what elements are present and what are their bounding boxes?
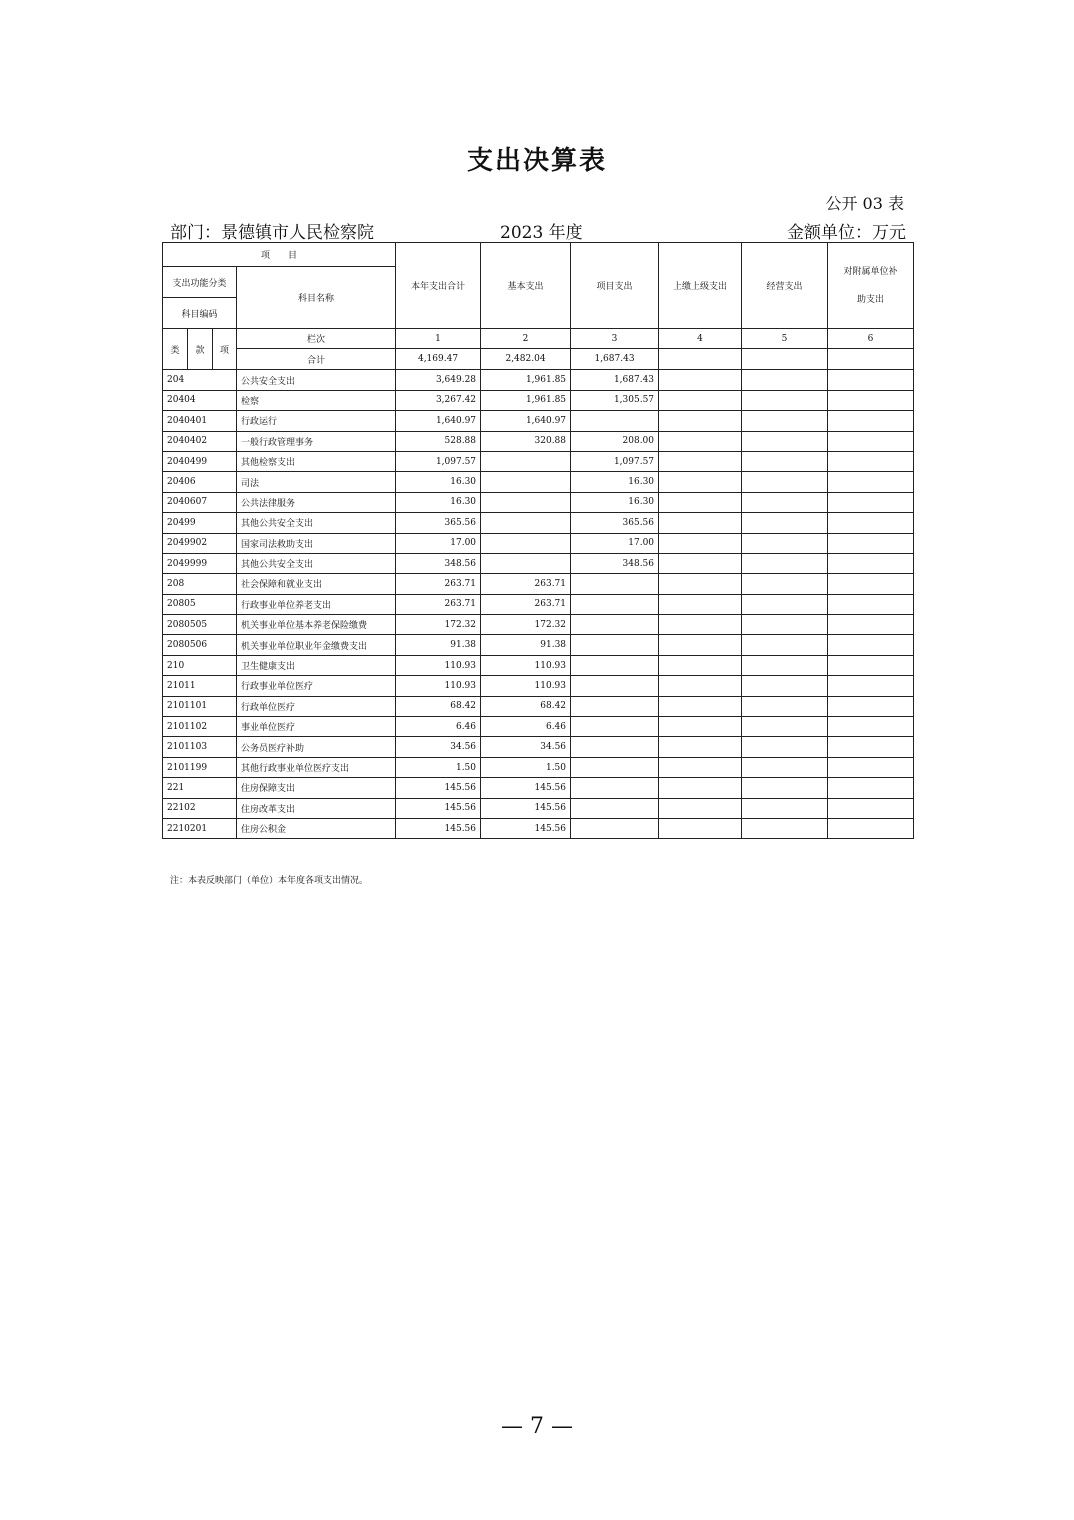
row-code: 210 bbox=[163, 655, 237, 675]
row-c6 bbox=[828, 635, 914, 655]
row-code: 20406 bbox=[163, 472, 237, 492]
row-c2: 263.71 bbox=[481, 574, 571, 594]
row-c4 bbox=[659, 737, 742, 757]
row-c3: 16.30 bbox=[571, 472, 659, 492]
row-c3: 17.00 bbox=[571, 533, 659, 553]
row-c1: 263.71 bbox=[396, 574, 481, 594]
row-c1: 34.56 bbox=[396, 737, 481, 757]
row-code: 20805 bbox=[163, 594, 237, 614]
unit-label: 金额单位：万元 bbox=[787, 223, 906, 243]
row-c2: 145.56 bbox=[481, 778, 571, 798]
row-c3 bbox=[571, 676, 659, 696]
row-c6 bbox=[828, 411, 914, 431]
row-c2 bbox=[481, 472, 571, 492]
row-c5 bbox=[742, 778, 828, 798]
row-c5 bbox=[742, 370, 828, 390]
table-row bbox=[163, 757, 914, 777]
row-c6 bbox=[828, 533, 914, 553]
row-name: 其他公共安全支出 bbox=[237, 553, 396, 573]
row-c5 bbox=[742, 696, 828, 716]
table-note: 注：本表反映部门（单位）本年度各项支出情况。 bbox=[170, 876, 369, 886]
page-title: 支出决算表 bbox=[466, 146, 607, 176]
col-num-5: 5 bbox=[742, 329, 828, 349]
row-c6 bbox=[828, 431, 914, 451]
row-c3 bbox=[571, 594, 659, 614]
row-c1: 145.56 bbox=[396, 778, 481, 798]
row-c2: 68.42 bbox=[481, 696, 571, 716]
table-row bbox=[163, 513, 914, 533]
row-c4 bbox=[659, 390, 742, 410]
row-c2 bbox=[481, 513, 571, 533]
header-subject-code: 科目编码 bbox=[163, 298, 237, 329]
row-c5 bbox=[742, 635, 828, 655]
row-name: 一般行政管理事务 bbox=[237, 431, 396, 451]
form-code: 公开 03 表 bbox=[825, 194, 904, 213]
row-c6 bbox=[828, 574, 914, 594]
row-name: 住房公积金 bbox=[237, 818, 396, 838]
row-name: 行政运行 bbox=[237, 411, 396, 431]
col-num-3: 3 bbox=[571, 329, 659, 349]
row-c2: 1,961.85 bbox=[481, 390, 571, 410]
row-c6 bbox=[828, 757, 914, 777]
row-c5 bbox=[742, 615, 828, 635]
header-col3: 项目支出 bbox=[571, 243, 659, 329]
row-c6 bbox=[828, 737, 914, 757]
col-num-4: 4 bbox=[659, 329, 742, 349]
row-c2: 6.46 bbox=[481, 717, 571, 737]
col-num-6: 6 bbox=[828, 329, 914, 349]
table-row bbox=[163, 615, 914, 635]
row-name: 行政单位医疗 bbox=[237, 696, 396, 716]
row-c3 bbox=[571, 737, 659, 757]
row-code: 2049902 bbox=[163, 533, 237, 553]
row-c2 bbox=[481, 492, 571, 512]
row-c3: 208.00 bbox=[571, 431, 659, 451]
header-kuan: 款 bbox=[188, 329, 213, 370]
row-c6 bbox=[828, 717, 914, 737]
row-c2: 34.56 bbox=[481, 737, 571, 757]
row-name: 检察 bbox=[237, 390, 396, 410]
row-c5 bbox=[742, 594, 828, 614]
header-subject-name: 科目名称 bbox=[237, 267, 396, 329]
row-c2: 1.50 bbox=[481, 757, 571, 777]
row-c6 bbox=[828, 798, 914, 818]
row-name: 机关事业单位职业年金缴费支出 bbox=[237, 635, 396, 655]
row-c4 bbox=[659, 635, 742, 655]
row-name: 机关事业单位基本养老保险缴费 bbox=[237, 615, 396, 635]
row-c4 bbox=[659, 615, 742, 635]
table-row bbox=[163, 778, 914, 798]
row-c6 bbox=[828, 655, 914, 675]
row-c3 bbox=[571, 717, 659, 737]
row-code: 2101199 bbox=[163, 757, 237, 777]
row-c5 bbox=[742, 553, 828, 573]
table-row bbox=[163, 737, 914, 757]
total-c4 bbox=[659, 349, 742, 370]
row-c1: 172.32 bbox=[396, 615, 481, 635]
row-code: 22102 bbox=[163, 798, 237, 818]
row-c5 bbox=[742, 574, 828, 594]
table-row bbox=[163, 696, 914, 716]
row-name: 司法 bbox=[237, 472, 396, 492]
total-c2: 2,482.04 bbox=[481, 349, 571, 370]
row-c5 bbox=[742, 717, 828, 737]
row-name: 公共安全支出 bbox=[237, 370, 396, 390]
row-code: 2101103 bbox=[163, 737, 237, 757]
row-code: 2040401 bbox=[163, 411, 237, 431]
row-c1: 110.93 bbox=[396, 655, 481, 675]
table-header bbox=[163, 243, 914, 370]
table-row bbox=[163, 553, 914, 573]
row-name: 行政事业单位医疗 bbox=[237, 676, 396, 696]
page-number: — 7 — bbox=[501, 1414, 573, 1439]
row-c6 bbox=[828, 513, 914, 533]
total-label: 合计 bbox=[237, 349, 396, 370]
table-row bbox=[163, 370, 914, 390]
row-name: 行政事业单位养老支出 bbox=[237, 594, 396, 614]
row-c2: 110.93 bbox=[481, 676, 571, 696]
row-c1: 145.56 bbox=[396, 798, 481, 818]
row-code: 221 bbox=[163, 778, 237, 798]
header-col2: 基本支出 bbox=[481, 243, 571, 329]
row-code: 204 bbox=[163, 370, 237, 390]
row-name: 其他公共安全支出 bbox=[237, 513, 396, 533]
row-c3: 1,097.57 bbox=[571, 451, 659, 471]
row-c6 bbox=[828, 472, 914, 492]
row-name: 国家司法救助支出 bbox=[237, 533, 396, 553]
total-c3: 1,687.43 bbox=[571, 349, 659, 370]
row-c3 bbox=[571, 411, 659, 431]
row-c4 bbox=[659, 472, 742, 492]
row-code: 2080505 bbox=[163, 615, 237, 635]
header-xiang: 项 bbox=[213, 329, 237, 370]
total-c6 bbox=[828, 349, 914, 370]
row-c4 bbox=[659, 818, 742, 838]
row-c6 bbox=[828, 492, 914, 512]
row-c4 bbox=[659, 676, 742, 696]
header-func-class: 支出功能分类 bbox=[163, 267, 237, 298]
row-c5 bbox=[742, 431, 828, 451]
table-row bbox=[163, 431, 914, 451]
row-c4 bbox=[659, 431, 742, 451]
row-c3: 1,687.43 bbox=[571, 370, 659, 390]
row-c5 bbox=[742, 533, 828, 553]
row-c2: 110.93 bbox=[481, 655, 571, 675]
row-c5 bbox=[742, 472, 828, 492]
col-num-2: 2 bbox=[481, 329, 571, 349]
row-c1: 1,640.97 bbox=[396, 411, 481, 431]
row-name: 其他行政事业单位医疗支出 bbox=[237, 757, 396, 777]
row-c2 bbox=[481, 553, 571, 573]
row-name: 事业单位医疗 bbox=[237, 717, 396, 737]
header-col6-line2: 助支出 bbox=[857, 294, 885, 305]
row-c6 bbox=[828, 696, 914, 716]
col-num-1: 1 bbox=[396, 329, 481, 349]
row-c4 bbox=[659, 696, 742, 716]
row-c6 bbox=[828, 370, 914, 390]
row-c1: 110.93 bbox=[396, 676, 481, 696]
row-c6 bbox=[828, 676, 914, 696]
row-c3 bbox=[571, 757, 659, 777]
row-c4 bbox=[659, 717, 742, 737]
header-col5: 经营支出 bbox=[742, 243, 828, 329]
row-c3 bbox=[571, 778, 659, 798]
row-c4 bbox=[659, 778, 742, 798]
table-row bbox=[163, 451, 914, 471]
row-c5 bbox=[742, 818, 828, 838]
row-c5 bbox=[742, 492, 828, 512]
department-label: 部门：景德镇市人民检察院 bbox=[170, 223, 374, 243]
total-row bbox=[163, 349, 914, 370]
row-c3: 365.56 bbox=[571, 513, 659, 533]
row-c1: 16.30 bbox=[396, 472, 481, 492]
row-c5 bbox=[742, 798, 828, 818]
row-c3 bbox=[571, 615, 659, 635]
row-c2: 1,961.85 bbox=[481, 370, 571, 390]
row-c4 bbox=[659, 513, 742, 533]
row-c3: 348.56 bbox=[571, 553, 659, 573]
row-c2 bbox=[481, 451, 571, 471]
row-c3: 1,305.57 bbox=[571, 390, 659, 410]
table-row bbox=[163, 798, 914, 818]
row-c2: 145.56 bbox=[481, 798, 571, 818]
row-code: 2080506 bbox=[163, 635, 237, 655]
row-code: 20404 bbox=[163, 390, 237, 410]
row-c6 bbox=[828, 594, 914, 614]
row-c3 bbox=[571, 798, 659, 818]
table-row bbox=[163, 472, 914, 492]
row-c6 bbox=[828, 451, 914, 471]
year-label: 2023 年度 bbox=[500, 223, 583, 243]
row-c4 bbox=[659, 492, 742, 512]
table-body bbox=[163, 370, 914, 839]
row-c6 bbox=[828, 778, 914, 798]
row-c1: 6.46 bbox=[396, 717, 481, 737]
table-row bbox=[163, 533, 914, 553]
row-c6 bbox=[828, 553, 914, 573]
row-c5 bbox=[742, 737, 828, 757]
row-c3 bbox=[571, 818, 659, 838]
row-code: 208 bbox=[163, 574, 237, 594]
row-c1: 1,097.57 bbox=[396, 451, 481, 471]
row-c1: 3,267.42 bbox=[396, 390, 481, 410]
table-row bbox=[163, 717, 914, 737]
row-c2 bbox=[481, 533, 571, 553]
row-name: 社会保障和就业支出 bbox=[237, 574, 396, 594]
row-c1: 145.56 bbox=[396, 818, 481, 838]
row-c4 bbox=[659, 370, 742, 390]
row-c4 bbox=[659, 757, 742, 777]
row-c1: 3,649.28 bbox=[396, 370, 481, 390]
row-name: 住房保障支出 bbox=[237, 778, 396, 798]
header-item: 项 目 bbox=[163, 243, 396, 267]
row-c1: 1.50 bbox=[396, 757, 481, 777]
row-code: 21011 bbox=[163, 676, 237, 696]
row-c1: 263.71 bbox=[396, 594, 481, 614]
row-c2: 91.38 bbox=[481, 635, 571, 655]
row-code: 2101101 bbox=[163, 696, 237, 716]
row-code: 2040499 bbox=[163, 451, 237, 471]
row-c2: 320.88 bbox=[481, 431, 571, 451]
header-col6 bbox=[828, 243, 914, 329]
table-row bbox=[163, 411, 914, 431]
table-row bbox=[163, 655, 914, 675]
row-code: 2040607 bbox=[163, 492, 237, 512]
row-c5 bbox=[742, 655, 828, 675]
row-c1: 16.30 bbox=[396, 492, 481, 512]
header-col1: 本年支出合计 bbox=[396, 243, 481, 329]
row-c3 bbox=[571, 696, 659, 716]
table-row bbox=[163, 492, 914, 512]
row-code: 2049999 bbox=[163, 553, 237, 573]
row-code: 2210201 bbox=[163, 818, 237, 838]
header-col4: 上缴上级支出 bbox=[659, 243, 742, 329]
header-lei: 类 bbox=[163, 329, 188, 370]
row-c1: 365.56 bbox=[396, 513, 481, 533]
row-c6 bbox=[828, 615, 914, 635]
row-c2: 145.56 bbox=[481, 818, 571, 838]
row-c3 bbox=[571, 574, 659, 594]
row-c5 bbox=[742, 451, 828, 471]
meta-row bbox=[170, 218, 906, 243]
row-c4 bbox=[659, 574, 742, 594]
row-c5 bbox=[742, 513, 828, 533]
row-c4 bbox=[659, 411, 742, 431]
row-c3 bbox=[571, 655, 659, 675]
row-name: 卫生健康支出 bbox=[237, 655, 396, 675]
row-name: 公共法律服务 bbox=[237, 492, 396, 512]
row-c5 bbox=[742, 411, 828, 431]
row-c4 bbox=[659, 655, 742, 675]
row-name: 住房改革支出 bbox=[237, 798, 396, 818]
row-c4 bbox=[659, 798, 742, 818]
row-c5 bbox=[742, 676, 828, 696]
total-c1: 4,169.47 bbox=[396, 349, 481, 370]
row-c5 bbox=[742, 390, 828, 410]
table-row bbox=[163, 574, 914, 594]
row-c2: 172.32 bbox=[481, 615, 571, 635]
table-row bbox=[163, 635, 914, 655]
row-c1: 91.38 bbox=[396, 635, 481, 655]
row-c2: 1,640.97 bbox=[481, 411, 571, 431]
row-c4 bbox=[659, 594, 742, 614]
row-c6 bbox=[828, 818, 914, 838]
row-code: 20499 bbox=[163, 513, 237, 533]
total-c5 bbox=[742, 349, 828, 370]
table-row bbox=[163, 676, 914, 696]
row-c2: 263.71 bbox=[481, 594, 571, 614]
row-c5 bbox=[742, 757, 828, 777]
row-c3 bbox=[571, 635, 659, 655]
table-row bbox=[163, 390, 914, 410]
table-row bbox=[163, 594, 914, 614]
row-c1: 348.56 bbox=[396, 553, 481, 573]
header-col6-line1: 对附属单位补 bbox=[843, 266, 898, 277]
row-c1: 528.88 bbox=[396, 431, 481, 451]
row-c1: 68.42 bbox=[396, 696, 481, 716]
expenditure-table bbox=[162, 242, 914, 839]
row-c3: 16.30 bbox=[571, 492, 659, 512]
row-name: 其他检察支出 bbox=[237, 451, 396, 471]
row-name: 公务员医疗补助 bbox=[237, 737, 396, 757]
row-c6 bbox=[828, 390, 914, 410]
row-c4 bbox=[659, 533, 742, 553]
table-row bbox=[163, 818, 914, 838]
row-c1: 17.00 bbox=[396, 533, 481, 553]
row-code: 2101102 bbox=[163, 717, 237, 737]
row-c4 bbox=[659, 451, 742, 471]
row-c4 bbox=[659, 553, 742, 573]
row-code: 2040402 bbox=[163, 431, 237, 451]
header-lanci: 栏次 bbox=[237, 329, 396, 349]
